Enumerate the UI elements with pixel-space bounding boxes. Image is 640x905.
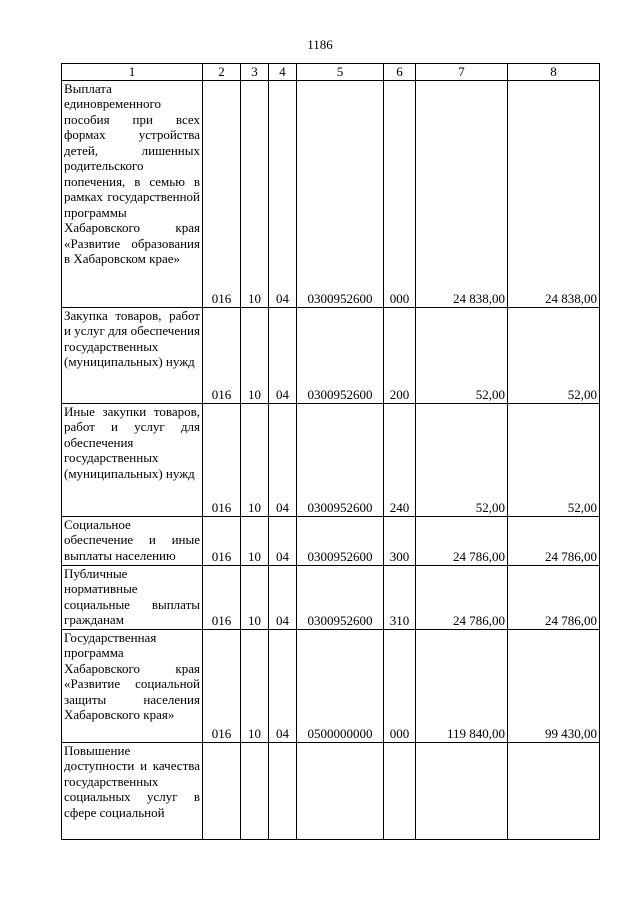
cell-c6: 240 (384, 403, 416, 516)
table-row (62, 516, 600, 565)
cell-c6 (384, 742, 416, 839)
cell-c3: 10 (241, 565, 269, 629)
cell-c7: 52,00 (416, 307, 508, 403)
cell-c5: 0300952600 (297, 80, 384, 307)
table-row (62, 403, 600, 516)
cell-c2: 016 (203, 403, 241, 516)
cell-c4: 04 (269, 629, 297, 742)
cell-c8: 24 838,00 (508, 80, 600, 307)
cell-c3: 10 (241, 307, 269, 403)
table-row (62, 307, 600, 403)
column-header: 3 (241, 64, 269, 81)
cell-c7: 52,00 (416, 403, 508, 516)
cell-c5: 0300952600 (297, 403, 384, 516)
row-name: Закупка товаров, работ и услуг для обеспечения государственных (муниципальных) нужд (62, 307, 203, 403)
row-name: Социальное обеспечение и иные выплаты населению (62, 516, 203, 565)
page-number: 1186 (307, 37, 333, 52)
cell-c7: 24 786,00 (416, 516, 508, 565)
cell-c5: 0300952600 (297, 565, 384, 629)
cell-c6: 000 (384, 629, 416, 742)
cell-c8: 52,00 (508, 403, 600, 516)
cell-c4: 04 (269, 307, 297, 403)
cell-c7: 24 786,00 (416, 565, 508, 629)
cell-c3: 10 (241, 629, 269, 742)
cell-c2: 016 (203, 516, 241, 565)
cell-c4: 04 (269, 80, 297, 307)
cell-c8: 52,00 (508, 307, 600, 403)
cell-c8: 24 786,00 (508, 516, 600, 565)
cell-c5 (297, 742, 384, 839)
table-row (62, 629, 600, 742)
cell-c3: 10 (241, 516, 269, 565)
row-name: Иные закупки товаров, работ и услуг для обеспечения государственных (муниципальных) нужд (62, 403, 203, 516)
column-header: 7 (416, 64, 508, 81)
cell-c4: 04 (269, 516, 297, 565)
row-name: Государственная программа Хабаровского края «Развитие социальной защиты населения Хабаровского края» (62, 629, 203, 742)
table-row (62, 565, 600, 629)
cell-c3 (241, 742, 269, 839)
column-header: 4 (269, 64, 297, 81)
column-header: 8 (508, 64, 600, 81)
column-header: 5 (297, 64, 384, 81)
cell-c2 (203, 742, 241, 839)
column-header: 2 (203, 64, 241, 81)
row-name: Публичные нормативные социальные выплаты гражданам (62, 565, 203, 629)
cell-c3: 10 (241, 403, 269, 516)
cell-c5: 0300952600 (297, 516, 384, 565)
column-header: 1 (62, 64, 203, 81)
cell-c6: 200 (384, 307, 416, 403)
cell-c3: 10 (241, 80, 269, 307)
cell-c8: 99 430,00 (508, 629, 600, 742)
cell-c8: 24 786,00 (508, 565, 600, 629)
cell-c6: 310 (384, 565, 416, 629)
column-header: 6 (384, 64, 416, 81)
cell-c4 (269, 742, 297, 839)
row-name: Повышение доступности и качества государственных социальных услуг в сфере социальной (62, 742, 203, 839)
cell-c5: 0500000000 (297, 629, 384, 742)
budget-table (61, 63, 600, 840)
cell-c7: 24 838,00 (416, 80, 508, 307)
cell-c8 (508, 742, 600, 839)
cell-c5: 0300952600 (297, 307, 384, 403)
cell-c2: 016 (203, 629, 241, 742)
cell-c2: 016 (203, 307, 241, 403)
cell-c6: 300 (384, 516, 416, 565)
cell-c7 (416, 742, 508, 839)
row-name: Выплата единовременного пособия при всех формах устройства детей, лишенных родительского попечения, в семью в рамках государственной программы Хабаровского края «Развитие образования в Хабаровском крае» (62, 80, 203, 307)
cell-c2: 016 (203, 565, 241, 629)
cell-c2: 016 (203, 80, 241, 307)
cell-c7: 119 840,00 (416, 629, 508, 742)
cell-c4: 04 (269, 403, 297, 516)
table-row (62, 80, 600, 307)
table-row (62, 742, 600, 839)
cell-c6: 000 (384, 80, 416, 307)
header-row (62, 64, 600, 81)
cell-c4: 04 (269, 565, 297, 629)
